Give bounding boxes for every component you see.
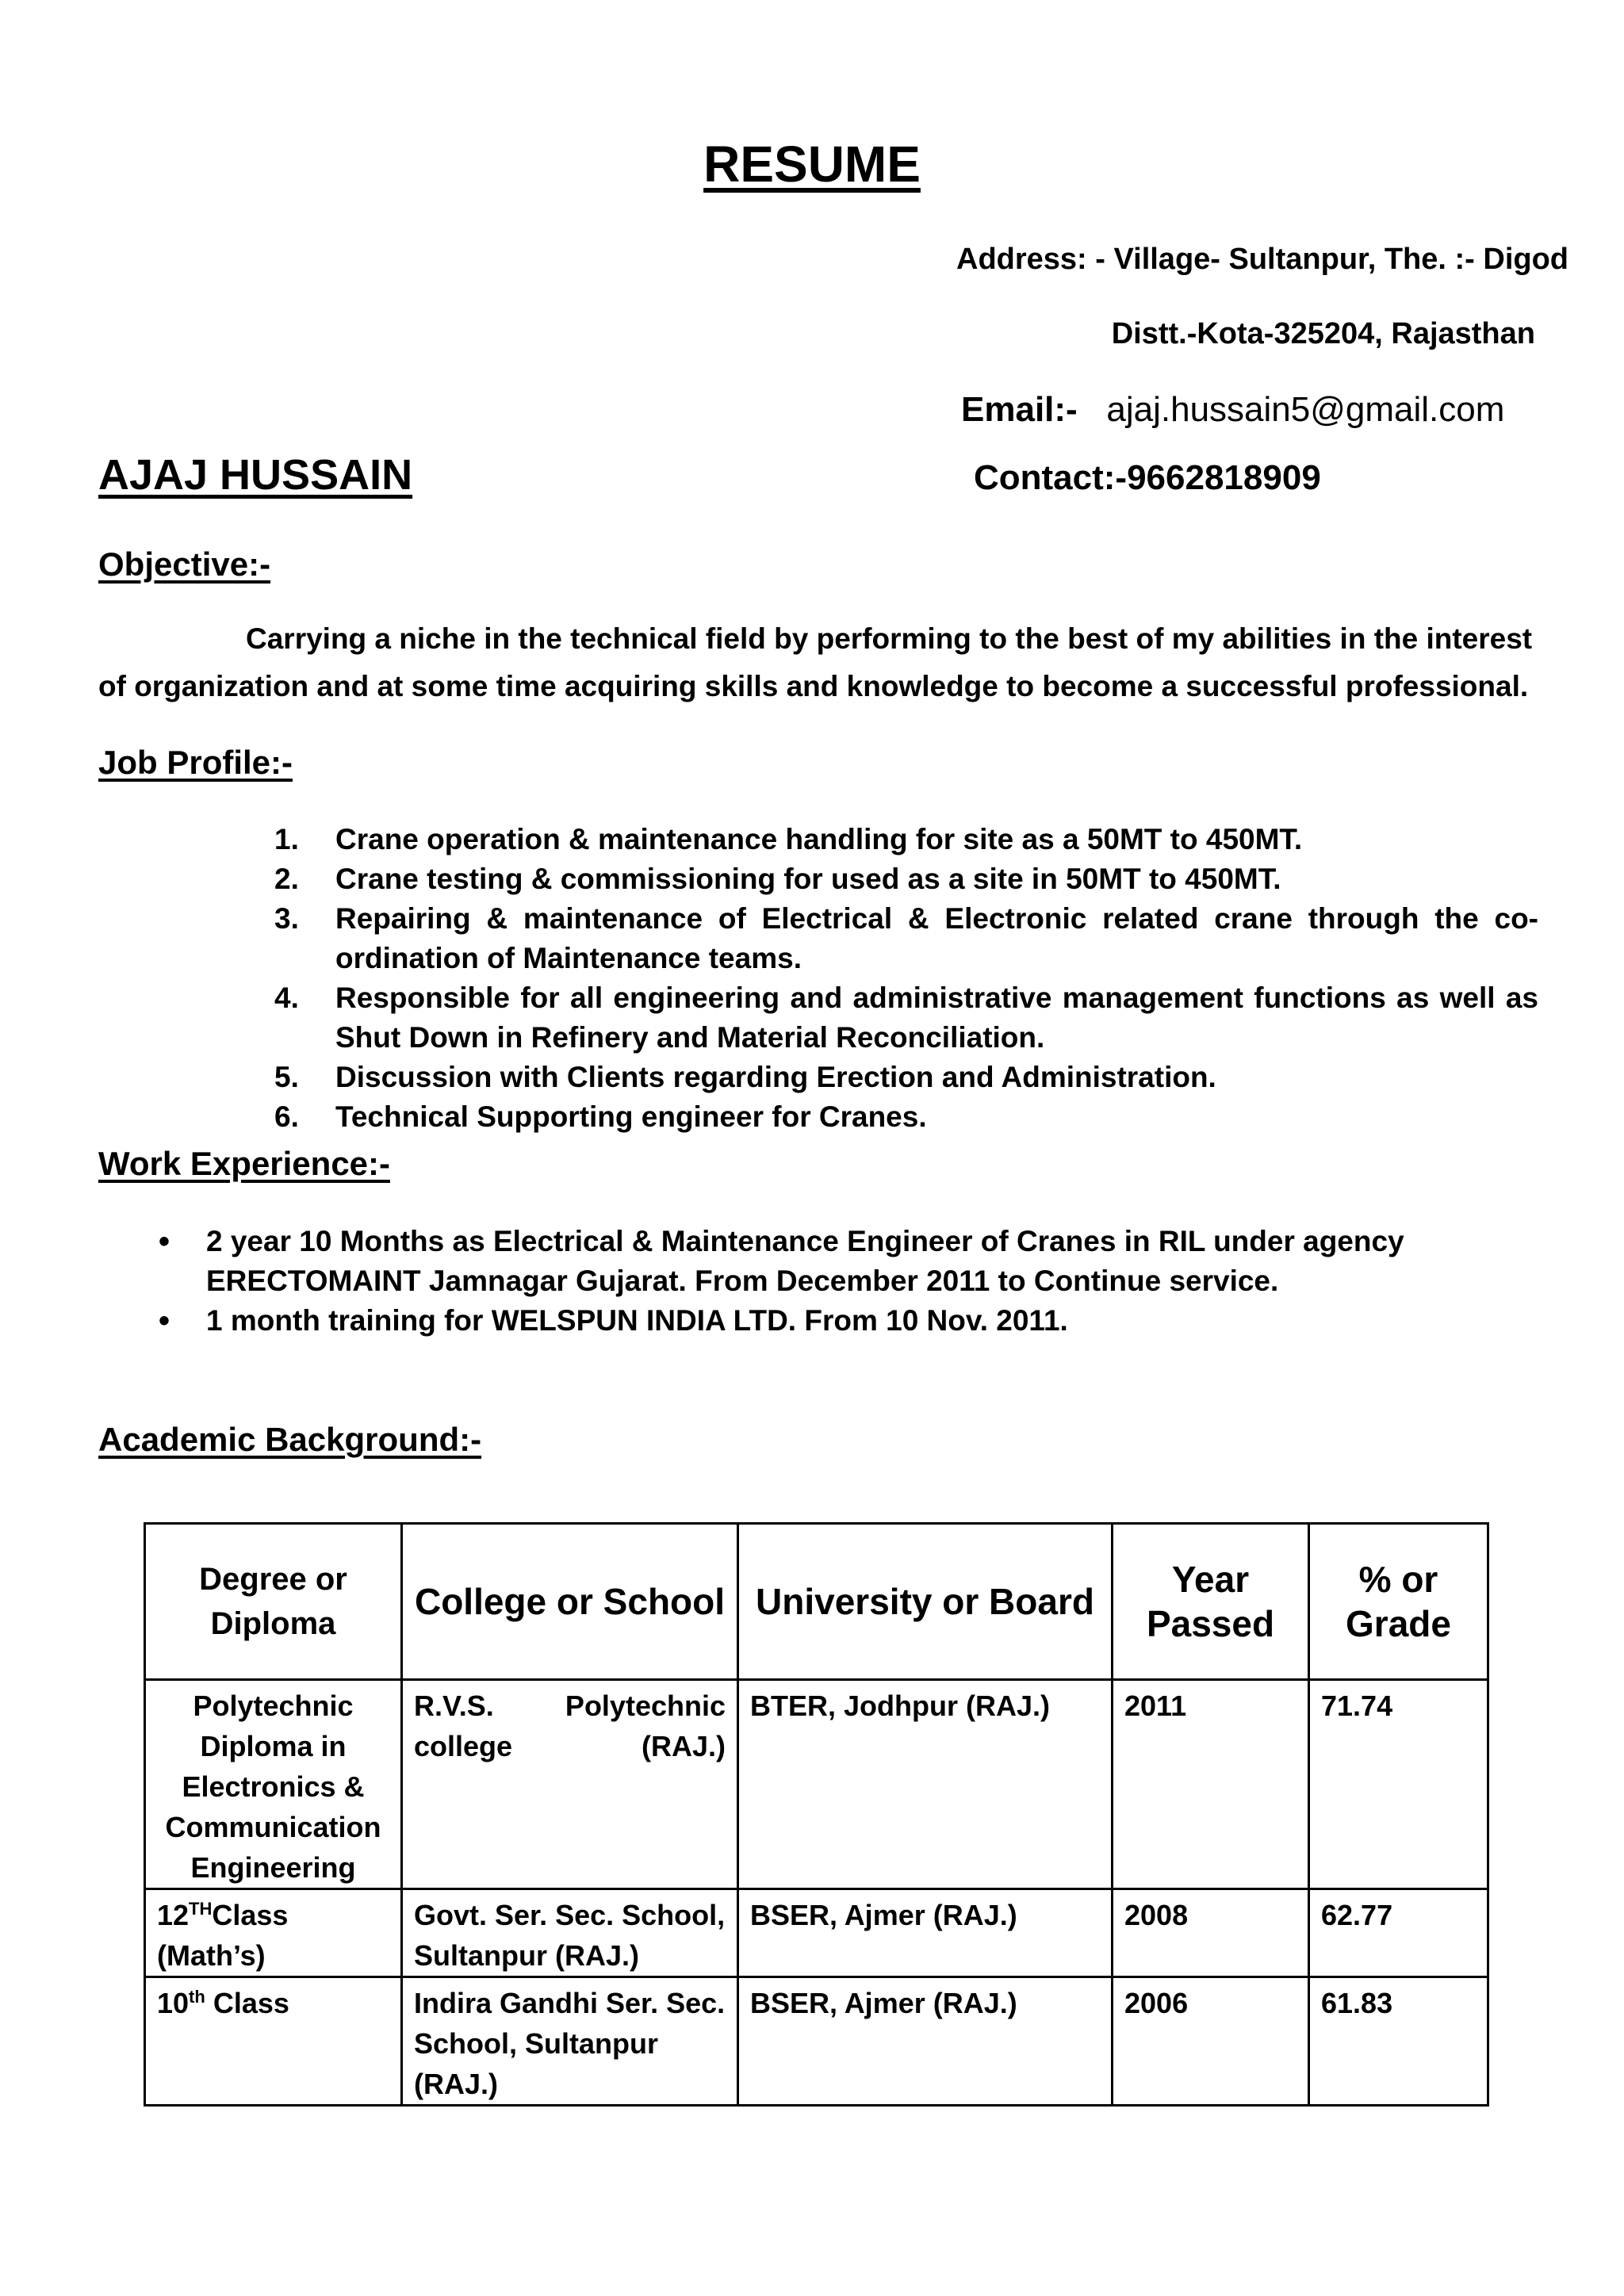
job-profile-list bbox=[274, 820, 1538, 1137]
job-profile-heading: Job Profile:- bbox=[98, 744, 293, 781]
column-header: Degree or Diploma bbox=[145, 1524, 402, 1680]
board-cell: BSER, Ajmer (RAJ.) bbox=[738, 1977, 1113, 2106]
objective-line-1: Carrying a niche in the technical field by performing to the best of my abilities in the interest bbox=[246, 622, 1533, 655]
objective-heading: Objective:- bbox=[98, 545, 271, 583]
list-item: 1. Crane operation & maintenance handling for site as a 50MT to 450MT. bbox=[274, 823, 1303, 855]
objective-line-2: of organization and at some time acquiring skills and knowledge to become a successful professional. bbox=[98, 670, 1529, 702]
college-cell: R.V.S. Polytechnic college (RAJ.) bbox=[402, 1680, 738, 1889]
column-header: University or Board bbox=[738, 1524, 1113, 1680]
academic-heading: Academic Background:- bbox=[98, 1421, 482, 1458]
column-header: % or Grade bbox=[1309, 1524, 1488, 1680]
contact-number: Contact:-9662818909 bbox=[974, 458, 1321, 497]
board-cell: BTER, Jodhpur (RAJ.) bbox=[738, 1680, 1113, 1889]
grade-cell: 61.83 bbox=[1309, 1977, 1488, 2106]
email-line bbox=[961, 390, 1504, 430]
list-item: 4. Responsible for all engineering and administrative management functions as well as Shut Down in Refinery and Material Reconciliation. bbox=[274, 982, 1538, 1054]
work-experience-list bbox=[155, 1222, 1424, 1341]
college-cell: Indira Gandhi Ser. Sec. School, Sultanpur (RAJ.) bbox=[402, 1977, 738, 2106]
degree-cell: 12THClass (Math’s) bbox=[145, 1889, 402, 1977]
list-item: 2. Crane testing & commissioning for used as a site in 50MT to 450MT. bbox=[274, 863, 1281, 895]
list-item: 5. Discussion with Clients regarding Erection and Administration. bbox=[274, 1061, 1216, 1093]
grade-cell: 62.77 bbox=[1309, 1889, 1488, 1977]
board-cell: BSER, Ajmer (RAJ.) bbox=[738, 1889, 1113, 1977]
column-header: Year Passed bbox=[1113, 1524, 1309, 1680]
list-item: • 1 month training for WELSPUN INDIA LTD. From 10 Nov. 2011. bbox=[155, 1301, 1424, 1341]
table-row bbox=[145, 1680, 1488, 1889]
grade-cell: 71.74 bbox=[1309, 1680, 1488, 1889]
address-line-2: Distt.-Kota-325204, Rajasthan bbox=[1111, 317, 1535, 350]
column-header: College or School bbox=[402, 1524, 738, 1680]
academic-table bbox=[144, 1522, 1489, 2107]
list-item: • 2 year 10 Months as Electrical & Maintenance Engineer of Cranes in RIL under agency ERECTOMAINT Jamnagar Gujarat. From December 2011 to Continue service. bbox=[155, 1222, 1424, 1301]
candidate-name: AJAJ HUSSAIN bbox=[98, 451, 413, 499]
work-experience-heading: Work Experience:- bbox=[98, 1145, 391, 1182]
table-row bbox=[145, 1889, 1488, 1977]
year-cell: 2008 bbox=[1113, 1889, 1309, 1977]
list-item: 3. Repairing & maintenance of Electrical & Electronic related crane through the co-ordination of Maintenance teams. bbox=[274, 902, 1538, 974]
resume-title: RESUME bbox=[703, 136, 921, 193]
table-row bbox=[145, 1977, 1488, 2106]
email-address[interactable]: ajaj.hussain5@gmail.com bbox=[1106, 390, 1505, 429]
year-cell: 2011 bbox=[1113, 1680, 1309, 1889]
year-cell: 2006 bbox=[1113, 1977, 1309, 2106]
list-item: 6. Technical Supporting engineer for Cranes. bbox=[274, 1100, 927, 1133]
table-header-row bbox=[145, 1524, 1488, 1680]
degree-cell: Polytechnic Diploma in Electronics & Communication Engineering bbox=[145, 1680, 402, 1889]
address-line-1: Address: - Village- Sultanpur, The. :- Digod bbox=[956, 243, 1569, 276]
degree-cell: 10th Class bbox=[145, 1977, 402, 2106]
college-cell: Govt. Ser. Sec. School, Sultanpur (RAJ.) bbox=[402, 1889, 738, 1977]
email-label: Email:- bbox=[961, 390, 1078, 429]
